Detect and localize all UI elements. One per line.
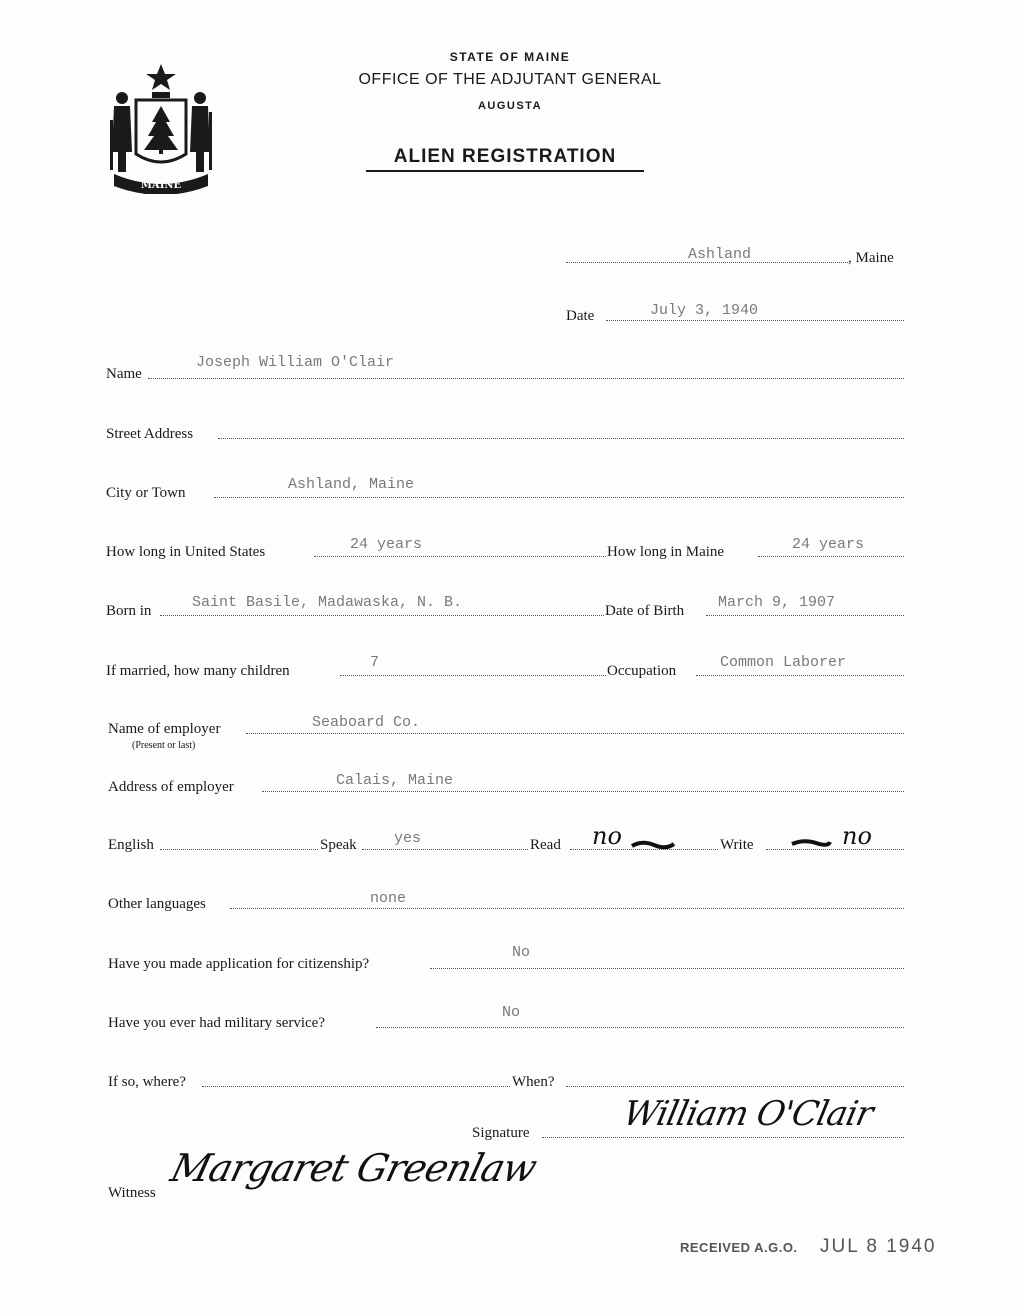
received-stamp-date: JUL 8 1940: [820, 1236, 937, 1257]
other-languages-label: Other languages: [108, 896, 206, 912]
english-label: English: [108, 837, 154, 853]
employer-label: Name of employer: [108, 721, 221, 737]
speak-label: Speak: [320, 837, 357, 853]
maine-state-seal-icon: [108, 62, 214, 194]
speak-value[interactable]: yes: [394, 830, 422, 847]
date-of-birth-value[interactable]: March 9, 1907: [718, 594, 836, 611]
witness-handwriting: Margaret Greenlaw: [166, 1146, 541, 1190]
how-long-maine-label: How long in Maine: [607, 544, 725, 560]
street-address-label: Street Address: [106, 426, 194, 442]
military-value[interactable]: No: [502, 1004, 521, 1021]
occupation-value[interactable]: Common Laborer: [720, 654, 847, 671]
maine-suffix-label: , Maine: [848, 250, 894, 266]
write-line: [766, 849, 904, 850]
born-in-value[interactable]: Saint Basile, Madawaska, N. B.: [192, 594, 463, 611]
read-label: Read: [530, 837, 561, 853]
name-value[interactable]: Joseph William O'Clair: [196, 354, 395, 371]
employer-address-line: [262, 791, 904, 792]
children-label: If married, how many children: [106, 663, 290, 679]
employer-note: (Present or last): [132, 740, 196, 751]
military-label: Have you ever had military service?: [108, 1015, 325, 1031]
how-long-maine-line: [758, 556, 904, 557]
children-value[interactable]: 7: [370, 654, 380, 671]
date-of-birth-line: [706, 615, 904, 616]
city-heading: AUGUSTA: [477, 100, 543, 112]
employer-line: [246, 733, 904, 734]
city-or-town-line: [214, 497, 904, 498]
citizenship-label: Have you made application for citizenship?: [108, 956, 370, 972]
date-label: Date: [566, 308, 595, 324]
read-strikeout-mark: [630, 838, 676, 857]
where-line: [202, 1086, 510, 1087]
signature-label: Signature: [472, 1125, 530, 1141]
citizenship-value[interactable]: No: [512, 944, 531, 961]
children-line: [340, 675, 606, 676]
speak-line: [362, 849, 528, 850]
occupation-label: Occupation: [607, 663, 677, 679]
name-label: Name: [106, 366, 142, 382]
date-line: [606, 320, 904, 321]
born-in-label: Born in: [106, 603, 152, 619]
state-heading: STATE OF MAINE: [449, 50, 571, 64]
write-label: Write: [720, 837, 754, 853]
born-in-line: [160, 615, 604, 616]
town-value[interactable]: Ashland: [688, 246, 752, 263]
office-heading: OFFICE OF THE ADJUTANT GENERAL: [358, 71, 662, 88]
employer-address-value[interactable]: Calais, Maine: [336, 772, 454, 789]
write-value[interactable]: no: [842, 822, 872, 850]
how-long-us-line: [314, 556, 606, 557]
street-address-line: [218, 438, 904, 439]
received-stamp-text: RECEIVED A.G.O.: [680, 1240, 798, 1255]
when-label: When?: [512, 1074, 555, 1090]
other-languages-value[interactable]: none: [370, 890, 407, 907]
city-or-town-value[interactable]: Ashland, Maine: [288, 476, 415, 493]
if-so-where-label: If so, where?: [108, 1074, 186, 1090]
witness-label: Witness: [108, 1185, 156, 1201]
citizenship-line: [430, 968, 904, 969]
how-long-us-value[interactable]: 24 years: [350, 536, 423, 553]
military-line: [376, 1027, 904, 1028]
how-long-maine-value[interactable]: 24 years: [792, 536, 865, 553]
write-strikeout-mark: [790, 836, 832, 855]
read-value[interactable]: no: [592, 822, 622, 850]
occupation-line: [696, 675, 904, 676]
city-or-town-label: City or Town: [106, 485, 186, 501]
received-stamp: [680, 1236, 936, 1258]
signature-line: [542, 1137, 904, 1138]
when-line: [566, 1086, 904, 1087]
how-long-us-label: How long in United States: [106, 544, 266, 560]
employer-value[interactable]: Seaboard Co.: [312, 714, 421, 731]
date-value[interactable]: July 3, 1940: [650, 302, 759, 319]
signature-handwriting: William O'Clair: [619, 1094, 876, 1134]
form-title: ALIEN REGISTRATION: [366, 146, 644, 172]
english-line: [160, 849, 318, 850]
employer-address-label: Address of employer: [108, 779, 234, 795]
other-languages-line: [230, 908, 904, 909]
seal-banner-text: MAINE: [140, 180, 182, 191]
name-line: [148, 378, 904, 379]
date-of-birth-label: Date of Birth: [605, 603, 685, 619]
